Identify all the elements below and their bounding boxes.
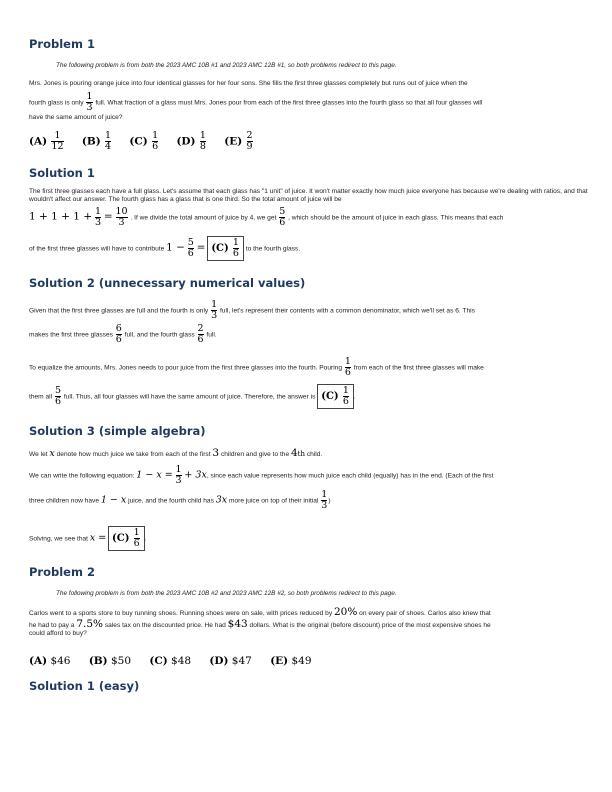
solution-1-text-para: The first three glasses each have a full glass. Let's assume that each glass has "1 unit" of juice. It won't matter exactly how much juice everyone has because we're dealing with ratios, and that wouldn't affect our answer. The fourth glass has a glass that is one third. So the total amount of juice will be: [29, 188, 588, 204]
fraction-one-sixth: $\frac{1}{6}$: [344, 356, 351, 378]
problem-1-text-line-3: have the same amount of juice?: [29, 114, 123, 121]
boxed-answer: (C) $\frac{1}{6}$: [207, 236, 244, 261]
equals-sign: =: [103, 210, 113, 223]
text-fragment: denote how much juice we take from each of the first: [56, 451, 211, 458]
text-fragment: Carlos went to a sports store to buy running shoes. Running shoes were on sale, with prices reduced by: [29, 610, 333, 617]
problem-2-line-2: [29, 618, 491, 630]
fraction-one-third: $\frac{1}{3}$: [86, 91, 93, 113]
text-fragment: juice, and the fourth child has: [128, 497, 214, 505]
solution-2-line-4: them all $\frac{5}{6}$ full. Thus, all four glasses will have the same amount of juice. Therefore, the answer is (C) $\frac{1}{6}$ .: [29, 385, 356, 407]
problem-1-text-line-1: Mrs. Jones is pouring orange juice into four identical glasses for her four sons. She fills the first three glasses completely but runs out of juice when the: [29, 80, 468, 87]
solution-1-equation-line: [29, 207, 503, 228]
solution-3-line-1: [29, 447, 322, 459]
fraction-one-third: $\frac{1}{3}$: [94, 206, 102, 228]
dollar-value: $43: [227, 618, 248, 630]
text-fragment: full.: [206, 331, 217, 339]
math-expression: x =: [89, 532, 107, 544]
solution-1-answer-line: [29, 236, 300, 261]
text-fragment: full, and the fourth glass: [124, 331, 195, 339]
problem-2-note: The following problem is from both the 2023 AMC 10B #2 and 2023 AMC 12B #2, so both problems redirect to this page.: [56, 590, 397, 597]
percent-value: 20%: [333, 606, 358, 618]
solution-3-line-4: Solving, we see that x = (C) $\frac{1}{6}$ .: [29, 527, 147, 549]
text-fragment: on every pair of shoes. Carlos also knew that: [359, 610, 491, 617]
boxed-answer: (C) $\frac{1}{6}$: [108, 526, 145, 551]
choice-c: (C) $48: [149, 655, 192, 667]
choice-c: (C) $\frac{1}{6}$: [129, 130, 159, 152]
fraction-one-third: $\frac{1}{3}$: [211, 299, 218, 321]
choice-d: (D) $\frac{1}{8}$: [176, 130, 206, 152]
text-fragment: . If we divide the total amount of juice by 4, we get: [130, 214, 277, 222]
fraction-ten-thirds: $\frac{10}{3}$: [115, 206, 128, 228]
fraction-two-sixths: $\frac{2}{6}$: [197, 323, 204, 345]
solution-2-line-1: [29, 300, 475, 321]
text-fragment: child.: [306, 451, 323, 458]
equals-sign: =: [196, 241, 206, 254]
solution-3-line-2: [29, 465, 493, 486]
text-fragment: fourth glass is only: [29, 99, 84, 107]
choice-d: (D) $47: [209, 655, 252, 667]
text-fragment: from each of the first three glasses will make: [353, 364, 484, 372]
problem-2-answer-choices: [29, 655, 327, 667]
problem-1-heading: Problem 1: [29, 37, 95, 51]
text-fragment: sales tax on the discounted price. He had: [104, 622, 226, 629]
choice-b: (B) $50: [88, 655, 132, 667]
fraction-five-sixths: $\frac{5}{6}$: [279, 206, 286, 228]
text-fragment: three children now have: [29, 497, 100, 505]
fraction-one-third: $\frac{1}{3}$: [175, 464, 182, 486]
choice-e: (E) $\frac{2}{9}$: [224, 130, 253, 152]
text-fragment: We let: [29, 451, 48, 458]
text-fragment: children and give to the: [220, 451, 290, 458]
solution-1-heading: Solution 1: [29, 166, 95, 180]
problem-2-heading: Problem 2: [29, 565, 95, 579]
math-expression: 3x: [215, 494, 228, 506]
solution-3-heading: Solution 3 (simple algebra): [29, 424, 206, 438]
text-fragment: , which should be the amount of juice in each glass. This means that each: [288, 214, 504, 222]
text-fragment: Solving, we see that: [29, 535, 89, 543]
number-three: 3: [212, 447, 220, 459]
text-fragment: he had to pay a: [29, 622, 75, 629]
solution-2-line-2: [29, 324, 217, 345]
fraction-five-sixths: $\frac{5}{6}$: [54, 385, 61, 407]
problem-2-line-3: could afford to buy?: [29, 630, 87, 637]
equation-right-side: + 3x: [184, 469, 207, 481]
fraction-five-sixths: $\frac{5}{6}$: [187, 237, 194, 259]
math-expression: 1 −: [166, 241, 185, 254]
math-expression: 1 − x: [100, 494, 127, 506]
problem-1-note: The following problem is from both the 2023 AMC 10B #1 and 2023 AMC 12B #1, so both problems redirect to this page.: [56, 62, 397, 69]
choice-b: (B) $\frac{1}{4}$: [81, 130, 112, 152]
solution-2-heading: Solution 2 (unnecessary numerical values): [29, 276, 306, 290]
equation-sum: 1 + 1 + 1 +: [29, 210, 93, 223]
text-fragment: more juice on top of their initial: [228, 497, 319, 505]
text-fragment: dollars. What is the original (before discount) price of the most expensive shoes he: [249, 622, 491, 629]
text-fragment: full. What fraction of a glass must Mrs. Jones pour from each of the first three glasses into the fourth glass so that all four glasses will: [95, 99, 483, 107]
variable-x: x: [49, 448, 55, 459]
text-fragment: full. Thus, all four glasses will have the same amount of juice. Therefore, the answer is: [63, 393, 316, 401]
text-fragment: Given that the first three glasses are full and the fourth is only: [29, 307, 209, 315]
choice-e: (E) $49: [270, 655, 312, 667]
fraction-six-sixths: $\frac{6}{6}$: [115, 323, 122, 345]
choice-a: (A) $\frac{1}{12}$: [29, 130, 64, 152]
boxed-answer: (C) $\frac{1}{6}$: [317, 384, 354, 409]
problem-1-answer-choices: [29, 131, 268, 152]
text-fragment: We can write the following equation:: [29, 472, 135, 480]
equation-left-side: 1 − x =: [136, 469, 173, 481]
text-fragment: full, let's represent their contents with a common denominator, which we'll set as 6. This: [219, 307, 475, 315]
text-fragment: them all: [29, 393, 53, 401]
ordinal-fourth: 4th: [290, 447, 305, 459]
solution-3-line-3: three children now have 1 − x juice, and the fourth child has 3x more juice on top of their initial $\frac{1}{3}$ ): [29, 489, 331, 511]
text-fragment: , since each value represents how much juice each child (equally) has in the end. (Each of the first: [206, 472, 494, 480]
text-fragment: to the fourth glass.: [245, 245, 301, 253]
text-fragment: of the first three glasses will have to contribute: [29, 245, 165, 253]
text-fragment: To equalize the amounts, Mrs. Jones needs to pour juice from the first three glasses into the fourth. Pouring: [29, 364, 343, 372]
problem-2-line-1: [29, 606, 491, 618]
solution-2-line-3: [29, 357, 484, 378]
choice-a: (A) $46: [29, 655, 71, 667]
problem-1-text-line-2: [29, 92, 482, 113]
fraction-one-third: $\frac{1}{3}$: [321, 489, 328, 511]
percent-value: 7.5%: [76, 618, 103, 630]
problem-2-solution-1-heading: Solution 1 (easy): [29, 679, 140, 693]
text-fragment: makes the first three glasses: [29, 331, 113, 339]
